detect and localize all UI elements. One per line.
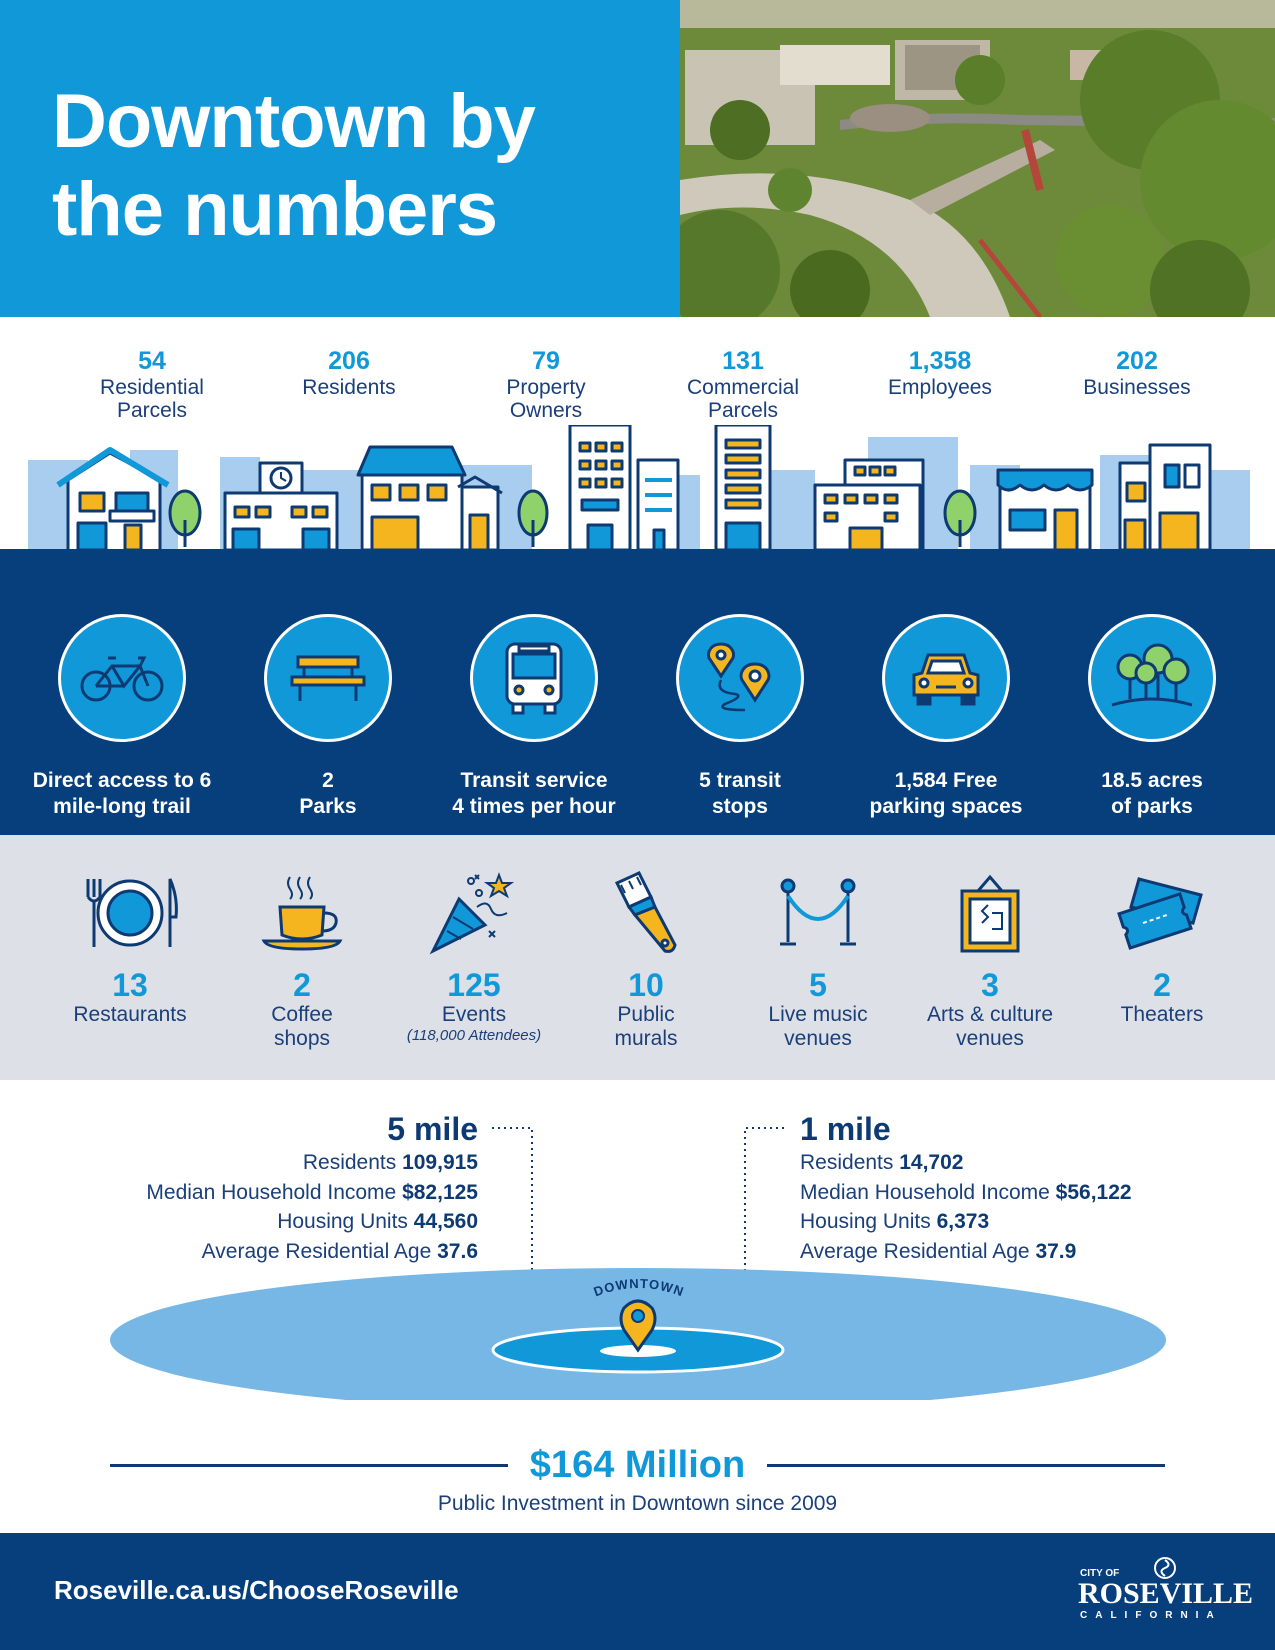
five-mile-stats	[146, 1110, 478, 1266]
radius-row-age: Average Residential Age 37.6	[201, 1239, 478, 1263]
amenity-label: 1,584 Free parking spaces	[869, 769, 1023, 818]
trees-icon	[1088, 614, 1216, 742]
map-pins-icon	[676, 614, 804, 742]
bench-icon	[264, 614, 392, 742]
ent-events	[389, 873, 559, 1045]
amenity-label: Transit service 4 times per hour	[452, 769, 616, 818]
radius-title: 1 mile	[800, 1111, 891, 1147]
stat-value: 202	[1116, 347, 1158, 375]
one-mile-stats	[800, 1110, 1132, 1266]
stat-value: 206	[328, 347, 370, 375]
stat-value: 131	[722, 347, 764, 375]
ent-label: Restaurants	[73, 1003, 187, 1026]
stat-label: Commercial Parcels	[686, 376, 799, 422]
amenity-label: 18.5 acres of parks	[1101, 769, 1203, 818]
bus-icon	[470, 614, 598, 742]
ent-theaters	[1077, 873, 1247, 1027]
ent-value: 2	[293, 967, 311, 1003]
radius-row-residents: Residents 109,915	[302, 1151, 478, 1174]
stat-value: 54	[138, 347, 166, 375]
bicycle-icon	[58, 614, 186, 742]
amenity-parking	[836, 614, 1056, 820]
ent-coffee-shops	[217, 873, 387, 1051]
amenity-label: 2 Parks	[299, 769, 357, 818]
amenity-parks	[218, 614, 438, 820]
amenity-label: 5 transit stops	[699, 769, 781, 818]
ent-value: 10	[628, 967, 664, 1003]
ent-public-murals	[561, 873, 731, 1051]
ent-label: Coffee shops	[271, 1003, 333, 1050]
stat-residential-parcels	[52, 346, 252, 422]
stat-value: 1,358	[908, 347, 972, 375]
ent-label: Theaters	[1120, 1003, 1204, 1026]
footer	[0, 1533, 1275, 1650]
ent-value: 125	[447, 967, 501, 1003]
city-logo	[1072, 1555, 1254, 1631]
ent-label: Public murals	[614, 1003, 678, 1050]
radius-row-residents: Residents 14,702	[800, 1151, 964, 1174]
velvet-rope-icon	[733, 873, 903, 953]
framed-art-icon	[905, 873, 1075, 953]
logo-state-text: CALIFORNIA	[1080, 1610, 1222, 1621]
ent-restaurants	[45, 873, 215, 1027]
ent-label: Live music venues	[768, 1003, 868, 1050]
entertainment-band	[0, 835, 1275, 1080]
amenities-band	[0, 549, 1275, 835]
investment-amount: $164 Million	[529, 1444, 746, 1486]
logo-city-text: CITY OF	[1080, 1568, 1120, 1579]
stat-residents	[249, 346, 449, 399]
page-title: Downtown by the numbers	[52, 79, 535, 252]
ent-value: 5	[809, 967, 827, 1003]
stat-label: Property Owners	[506, 376, 586, 422]
tickets-icon	[1077, 873, 1247, 953]
amenity-trail	[12, 614, 232, 820]
paint-brush-icon	[561, 873, 731, 953]
ent-arts-culture	[905, 873, 1075, 1051]
hero-banner	[0, 0, 680, 317]
plate-icon	[45, 873, 215, 953]
ent-value: 13	[112, 967, 148, 1003]
ent-value: 2	[1153, 967, 1171, 1003]
radius-row-income: Median Household Income $56,122	[800, 1180, 1132, 1204]
stat-label: Residents	[302, 376, 396, 399]
investment-caption: Public Investment in Downtown since 2009	[437, 1492, 838, 1515]
stat-employees	[840, 346, 1040, 399]
ent-sublabel: (118,000 Attendees)	[406, 1027, 542, 1044]
logo-name-text: ROSEVILLE	[1078, 1577, 1254, 1610]
party-popper-icon	[389, 873, 559, 953]
amenity-transit-service	[424, 614, 644, 820]
ent-live-music	[733, 873, 903, 1051]
stat-label: Businesses	[1083, 376, 1191, 399]
stat-label: Residential Parcels	[100, 376, 204, 422]
stat-label: Employees	[888, 376, 992, 399]
radius-row-housing: Housing Units 6,373	[800, 1210, 990, 1233]
aerial-photo	[680, 0, 1275, 317]
amenity-park-acres	[1042, 614, 1262, 820]
radius-row-income: Median Household Income $82,125	[146, 1180, 478, 1204]
stat-businesses	[1037, 346, 1237, 399]
ent-value: 3	[981, 967, 999, 1003]
ent-label: Arts & culture venues	[926, 1003, 1054, 1050]
downtown-map-label: DOWNTOWN	[591, 1275, 687, 1300]
footer-website-link[interactable]: Roseville.ca.us/ChooseRoseville	[54, 1575, 459, 1605]
amenity-transit-stops	[630, 614, 850, 820]
radius-row-age: Average Residential Age 37.9	[800, 1239, 1077, 1263]
stat-commercial-parcels	[643, 346, 843, 422]
ent-label: Events	[441, 1003, 507, 1026]
radius-row-housing: Housing Units 44,560	[277, 1210, 478, 1233]
radius-title: 5 mile	[387, 1111, 478, 1147]
stat-value: 79	[532, 347, 560, 375]
city-skyline-illustration	[0, 425, 1275, 550]
coffee-cup-icon	[217, 873, 387, 953]
car-icon	[882, 614, 1010, 742]
amenity-label: Direct access to 6 mile-long trail	[32, 769, 212, 818]
stat-property-owners	[446, 346, 646, 422]
